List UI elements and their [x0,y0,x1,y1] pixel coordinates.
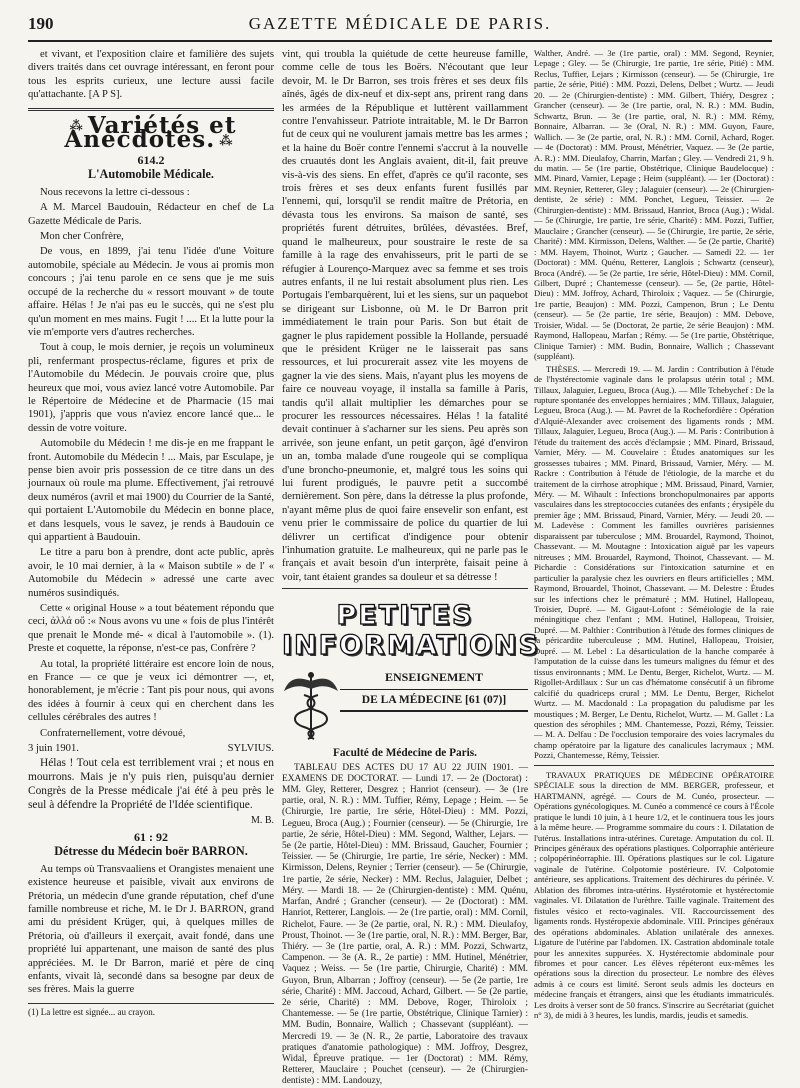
column-left [28,48,274,1033]
paragraph: De vous, en 1899, j'ai tenu l'idée d'une Voiture automobile, spéciale au Médecin. Je vous ai promis mon concours ; j'ai tenu parole en ce sens que je me suis occupé de la recherche du « ressort mouvant » de toute affaire. Hélas ! Je n'ai pas eu le succès, qui ne s'est plu qu'un moment en mes mains. Fugit ! .... Et la lutte pour la vie m'emporte vers d'autres recherches. [28,246,274,338]
column-middle [282,48,540,1087]
article-number: 61 : 92 [134,829,168,844]
footnote: (1) La lettre est signée... au crayon. [28,1003,274,1019]
petites-informations-banner [282,597,540,665]
letter-address: A M. Marcel Baudouin, Rédacteur en chef de La Gazette Médicale de Paris. [28,202,274,227]
signature: M. B. [250,814,274,826]
journal-title: GAZETTE MÉDICALE DE PARIS. [248,14,552,33]
paragraph: Au temps où Transvaaliens et Orangistes menaient une existence heureuse et paisible, vivait aux environs de Prétoria, un médecin d'une grande réputation, chef d'une famille nombreuse et riche, M. le Dr J. BARRON, grand ami du président Krüger, qui, à quelques milles de Prétoria, où d'ailleurs il exerçait, avait fondé, dans une propriété lui appartenant, une maison de santé des plus appréciées. M. le Dr Barron, marié et père de cinq enfants, vivait là, secondé dans sa besogne par deux de ses frères. Mais la guerre [28,863,274,996]
enseignement-subtitle: DE LA MÉDECINE [61 (07)] [340,694,528,712]
enseignement-title: ENSEIGNEMENT [340,669,528,689]
exam-table-text: TABLEAU DES ACTES DU 17 AU 22 JUIN 1901. — EXAMENS DE DOCTORAT. — Lundi 17. — 2e (Doctorat) : MM. Gley, Retterer, Desgrez ; Hanriot (censeur). — 3e (1re partie, oral, N. R.) : MM. Tuffier, Rémy, Lepage ; Heim. — 5e (Chirurgie, 1re partie, 1re série, Hôtel-Dieu) : MM. Pozzi, Legueu, Broca (Aug.) ; Fournier (censeur). — 5e (Chirurgie, 1re partie, 2e série, Hôtel-Dieu) : MM. Segond, Walther, Lejars. — 5e (2e partie, Hôtel-Dieu) : MM. Brissaud, Gaucher, Fournier ; Teissier. — 5e (Chirurgie, 1re partie, 1re série, Necker) : MM. Kirmisson, Delens, Reynier ; Terrier (censeur). — 5e (Chirurgie, 1re partie, 2e série, Necker) : MM. Reclus, Jalaguier, Delbet ; Méry. — Mardi 18. — 2e (Chirurgien-dentiste) : MM. Quénu, Marfan, André ; Grancher (censeur). — 2e (Doctorat) : MM. Hanriot, Retterer, Langlois. — 2e (1re partie, oral) : MM. Cornil, Richelot, Faure. — 3e (2e partie, oral, N. R.) : MM. Dieulafoy, Proust, Thoinot. — 3e (1re partie, oral, N. R.) : MM. Berger, Bar, Thiéry. — 3e (1re partie, oral, A. R.) : MM. Pozzi, Schwartz, Campenon. — 3e (A. R., 2e partie) : MM. Hutinel, Ménétrier, Vaquez ; Weiss. — 5e (1re partie, Chirurgie, Charité) : MM. Guyon, Brun, Albarran ; Joffroy (censeur). — 5e (2e partie, 1re série, Charité) : MM. Jaccoud, Achard, Gilbert. — 5e (2e partie, 2e série, Charité) : MM. Debove, Roger, Thiroloix ; Chantemesse. — 5e (1re partie, Obstétrique, Clinique Tarnier) : MM. Budin, Bonnaire, Wallich ; Chassevant (suppléant). — Mercredi 19. — 3e (N. R., 2e partie, Laboratoire des travaux pratiques d'anatomie pathologique) : MM. Joffroy, Desgrez, Widal, Épreuve pratique. — 1er (Doctorat) : MM. Rémy, Retterer, Mauclaire ; Pouchet (censeur). — 2e (Chirurgien-dentiste) : MM. Landouzy, [282,762,528,1087]
letter-salutation: Mon cher Confrère, [40,231,124,243]
paragraph: Confraternellement, votre dévoué, [40,727,186,739]
paragraph: vint, qui troubla la quiétude de cette heureuse famille, comme celle de tous les Boërs. N'écoutant que leur devoir, M. le Dr Barron, ses trois frères et ses deux fils aînés, âgés de dix-neuf et dix-sept ans, prirent rang dans les armées de la République et luttèrent vaillamment contre l'envahisseur. Patriote intraitable, M. le Dr Barron fut de ceux qui ne voulurent jamais mettre bas les armes ; et la haine du Boër contre l'ennemi s'accrut à la nouvelle des cruautés dont les Anglais avaient, dit-il, fait preuve vis-à-vis des siens. En effet, d'après ce qu'il raconte, ses trois frères et ses deux enfants furent fusillés par l'ennemi, qui, lorsqu'il se rendit maître de Prétoria, en dévasta tous les environs. Sa maison de santé, ses propriétés furent détruites, brûlées, dévastées. Bref, quand le malheureux, pour soustraire le reste de sa famille à la rage des envahisseurs, prit le parti de se réfugier à Lourenço-Marquez avec sa femme et ses trois autres enfants, il ne lui restait absolument plus rien. Les Portugais l'embarquèrent, lui et les siens, sur un paquebot se dirigeant sur Lisbonne, où M. le Dr Barron prit immédiatement le train pour Paris. Son but était de gagner le plus rapidement possible la Hollande, persuadé que le président Krüger ne le laisserait pas sans ressources, et lui procurerait assez vite les moyens de gagner la vie des siens. Mais, n'ayant plus les moyens de faire ce nouveau voyage, il installa sa famille à Paris, tandis qu'il allait multiplier les démarches pour se procurer les ressources nécessaires. Hélas ! la fatalité devait continuer à s'acharner sur les siens. Peu après son arrivée, son jeune enfant, un petit garçon, âgé d'environ un an, tomba malade d'une rougeole qui se compliqua d'une broncho-pneumonie, et, malgré tous les soins qui lui furent prodigués, le pauvre petit a succombé dernièrement. Son père, dans la détresse la plus profonde, n'ayant même plus de quoi faire ensevelir son enfant, est venu prier le commissaire de police du quartier de lui délivrer un certificat d'indigence pour obtenir l'inhumation gratuite. Le malheureux, qui ne parle pas le français et avait besoin d'un interprète, faisait peine à voir, tant étaient grandes sa douleur et sa détresse ! [282,49,528,583]
paragraph: Automobile du Médecin ! me dis-je en me frappant le front. Automobile du Médecin ! ... Mais, par Esculape, je pense bien avoir pris possession de ce titre dans un des journaux où roule ma plume. Effectivement, j'ai retrouvé deux numéros (avril et mai 1900) du Courrier de la Santé, qui portaient L'Automobile du Médecin en bonne place, et dans lesquels, vous le savez, je rends à Baudouin ce qui appartient à Baudouin. [28,438,274,543]
banner-line: INFORMATIONS [282,630,540,662]
exam-list: Walther, André. — 3e (1re partie, oral) : MM. Segond, Reynier, Lepage ; Gley. — 5e (Chirurgie, 1re partie, 1re série, Pitié) : MM. Reclus, Tuffier, Lejars ; Kirmisson (censeur). — 5e (Chirurgie, 1re partie, 2e série, Pitié) : MM. Pozzi, Delens, Delbet ; Wurtz. — Jeudi 20. — 2e (Chirurgien-dentiste) : MM. Gilbert, Thiéry, Desgrez ; Grancher (censeur). — 3e (1re partie, oral, N. R.) : MM. Budin, Schwartz, Brun. — 3e (1re partie, oral, N. R.) : MM. Rémy, Bonnaire, Albarran. — 3e (Oral, N. R.) : MM. Guyon, Faure, Wallich. — 3e (2e partie, oral, N. R.) : MM. Cornil, Achard, Roger. — 4e (Doctorat) : MM. Proust, Ménétrier, Vaquez. — 3e (2e partie, A. R.) : MM. Dieulafoy, Charrin, Marfan ; Gley. — Vendredi 21, 9 h. du matin. — 5e (1re partie, Obstétrique, Clinique Baudelocque) : MM. Pinard, Varnier, Lepage ; Heim (suppléant). — 1er (Doctorat) : MM. Reynier, Retterer, Gley ; Jalaguier (censeur). — 2e (Chirurgien-dentiste, 2e série) : MM. Ponchet, Legueu, Teissier. — 2e (Chirurgien-dentiste) : MM. Brissaud, Hanriot, Broca (Aug.) ; Widal. — 5e (Chirurgie, 1re partie, 1re série, Charité) : MM. Pozzi, Tuffier, Mauclaire ; Grancher (censeur). — 5e (Chirurgie, 1re partie, 2e série, Charité) : MM. Kirmisson, Delens, Walther. — 5e (2e partie, Charité) : MM. Hayem, Thoinot, Wurtz ; Gaucher. — Samedi 22. — 1er (Doctorat) : MM. Quénu, Retterer, Langlois ; Schwartz (censeur), Broca (André). — 5e (2e partie, 1re série, Hôtel-Dieu) : MM. Cornil, Gilbert, Dupré ; Chantemesse (censeur). — 5e, (2e partie, Hôtel-Dieu) : MM. Joffroy, Achard, Thiroloix ; Vaquez. — 5e (Chirurgie, 1re partie, Beaujon) : MM. Pozzi, Campenon, Brun ; Le Dentu (censeur). — 5e (2e partie, 1re série, Beaujon) : MM. Debove, Troisier, Widal. — 5e (Doctorat, 2e partie, 2e série Beaujon) : MM. Raymond, Hallopeau, Marfan ; Rémy. — 5e (1re partie, Obstétrique, Clinique Tarnier) : MM. Budin, Bonnaire, Wallich ; Chassevant (suppléant). [534,48,774,362]
intro-paragraph: et vivant, et l'exposition claire et familière des sujets divers traités dans cet ouvrage intéressant, en feront pour tous les esprits curieux, une lecture aussi facile qu'attachante. [A P S]. [28,49,274,101]
paragraph: Nous recevons la lettre ci-dessous : [40,186,190,198]
paragraph: Le titre a paru bon à prendre, dont acte public, après avoir, le 10 mai dernier, à la « Maison subtile » de l' « Automobile du Médecin » adressé une carte avec numéros susindiqués. [28,547,274,599]
letter-date: 3 juin 1901. [28,743,79,755]
page-number: 190 [28,14,54,33]
paragraph: Hélas ! Tout cela est terriblement vrai ; et nous en mourrons. Mais je n'y puis rien, puisqu'au dernier Congrès de la Presse médicale j'ai été à peu près le seul à défendre la Propriété de l'Idée scientifique. [28,756,274,811]
enseignement-box [340,669,528,712]
theses-list: THÈSES. — Mercredi 19. — M. Jardin : Contribution à l'étude de l'hystérectomie vaginale dans le prolapsus utérin total ; MM. Tillaux, Jalaguier, Legueu, Broca (Aug.). — Mlle Tchebychef : De la rupture spontanée des enveloppes herniaires ; MM. Tillaux, Jalaguier, Legueu, Broca (Aug.). — M. Pavret de la Rochefordière : Opération d'Alquié-Alexander avec croisement des ligaments ronds ; MM. Tillaux, Jalaguier, Legueu, Broca (Aug.). — M. Paris : Contribution à l'étude du traitement des accès d'éclampsie ; MM. Pinard, Brissaud, Varnier, Méry. — M. Couvelaire : Études anatomiques sur les grossesses tubaires ; MM. Pinard, Brissaud, Varnier, Méry. — M. Rackre : Contribution à l'étude de l'étiologie, de la marche et du traitement de la cirrhose atrophique ; MM. Brissaud, Pinard, Varnier, Méry. — M. Wihault : Infections bronchopulmonaires par apports vasculaires dans les streptococcies cutanées des enfants ; érysipèle du premier âge ; MM. Brissaud, Pinard, Varnier, Méry. — Jeudi 20. — M. Ladevèse : Comment les familles ouvrières parisiennes disparaissent par tuberculose ; MM. Brouardel, Raymond, Thoinot, Chassevant. — M. Moutagne : Intoxication aiguë par les vapeurs nitreuses ; MM. Brouardel, Raymond, Thoinot, Chassevant. — M. Pichardie : Considérations sur l'intoxication saturnine et en particulier la paralysie chez les ouvriers en fleurs artificielles ; MM. Raymond, Brouardel, Thoinot, Chassevant. — M. Delestre : Études sur les infections chez le prématuré ; MM. Hutinel, Hallopeau, Troisier, Dupré. — M. Gigaut-Lofont : Séméiologie de la raie méningitique chez l'enfant ; MM. Hutinel, Hallopeau, Troisier, Dupré. — M. Palthier : Contribution à l'étude des formes cliniques de la péricardite tuberculeuse ; MM. Hutinel, Hallopeau, Troisier, Dupré. — M. Lebel : La désarticulation de la hanche comparée à l'amputation de la cuisse dans les tumeurs malignes du fémur et des tissus environnants ; MM. Le Dentu, Berger, Richelot, Wurtz. — M. Rigollet-Ardillaux : Sur un cas d'hématome consécutif à un fibrome calcifié du quadriceps crural ; MM. Le Dentu, Berger, Richelot Wurtz. — M. Macdonald : La propagation du paludisme par les moustiques ; M. Berger, Le Dentu, Richelot, Wurtz. — M. Gallet : La question des sérophiles ; MM. Chantemesse, Pozzi, Rémy, Teissier. — M. A. Delfau : De l'occlusion temporaire des voies lacrymales du champ opératoire par la ligature des canalicules lacrymaux ; MM. Pozzi, Chantemesse, Rémy, Teissier. [534,363,774,761]
paragraph: Tout à coup, le mois dernier, je reçois un volumineux pli, renfermant prospectus-réclame, figures et prix de l'Automobile du Médecin. Je pouvais croire que, plus heureux que moi, vous aviez lancé votre Automobile. Par le Répertoire de Médecine et de Pharmacie (15 mai 1901), j'appris que vous n'aviez encore lancé que... le dessin de votre voiture. [28,342,274,434]
enseignement-heading [282,669,528,741]
article-number: 614.2 [137,153,165,168]
letter-author: SYLVIUS. [227,743,274,755]
article-title: Détresse du Médecin boër BARRON. [54,844,248,859]
letter-dateline [28,742,274,755]
banner-line: PETITES [336,600,474,632]
divider [282,588,528,589]
page-header [28,10,772,42]
caduceus-icon [282,669,340,741]
divider [534,765,774,766]
paragraph: Au total, la propriété littéraire est encore loin de nous, en France — ce que je veux ici démontrer —, et, honorablement, je m'écrie : Tant pis pour nous, qui avons des idées à fournir à ceux qui en cherchent dans les cellules cérébrales des autres ! [28,658,274,724]
section-title: ⁂ Variétés et Anecdotes. ⁂ [28,119,274,148]
article-title: L'Automobile Médicale. [88,167,214,182]
paragraph: Cette « original House » a tout béatement répondu que ceci, ἀλλά οὔ :« Nous avons vu une « fois de plus l'intérêt que prenait le Monde mé- « dical à l'automobile ». (1). Preste et coquette, la réponse, n'est-ce pas, Confrère ? [28,603,274,655]
faculty-title: Faculté de Médecine de Paris. [333,747,477,760]
column-right [534,48,774,1033]
divider [28,108,274,111]
travaux-pratiques: TRAVAUX PRATIQUES DE MÉDECINE OPÉRATOIRE SPÉCIALE sous la direction de MM. BERGER, professeur, et HARTMANN, agrégé. — Cours de M. Cunéo, prosecteur. — Opérations gynécologiques. M. Cunéo a commencé ce cours à l'École pratique le lundi 10 juin, à 1 heure 1/2, et le continuera tous les jours à la même heure. — Programme sommaire du cours : I. Dilatation de l'utérus. Installations intra-utérines. Curetage. Amputation du col. II. Principes généraux des opérations plastiques. Colporraphie antérieure ; colpopérinéorraphie. III. Opérations plastiques sur le col. Ligature vaginale de l'utérine. Colpotomie postérieure. IV. Colpotomie antérieure, ses applications. Traitement des déchirures du périnée. V. Ablation des fibromes intra-utérins. Hystérotomie et hystérectomie vaginales. VI. Dilatation de l'urèthre. Taille vaginale. Traitement des fistules vésico et recto-vaginales. VII. Raccourcissement des ligaments ronds. Hystéropexie abdominale. VIII. Principes généraux des opérations abdominales. Ablation unilatérale des annexes. Ligature de l'utérine par l'abdomen. IX. Castration abdominale totale pour les annexites suppurées. X. Hystérectomie abdominale pour fibromes et pour cancer. Les élèves répéteront eux-mêmes les opérations sous la direction du prosecteur. Le nombre des élèves admis à ce cours est limité. Seront seuls admis les docteurs en médecine français et étrangers, ainsi que les étudiants immatriculés. Les droits à verser sont de 50 francs. S'inscrire au Secrétariat (guichet n° 3), de midi à 3 heures, les lundis, mardis, jeudis et samedis. [534,769,774,1021]
